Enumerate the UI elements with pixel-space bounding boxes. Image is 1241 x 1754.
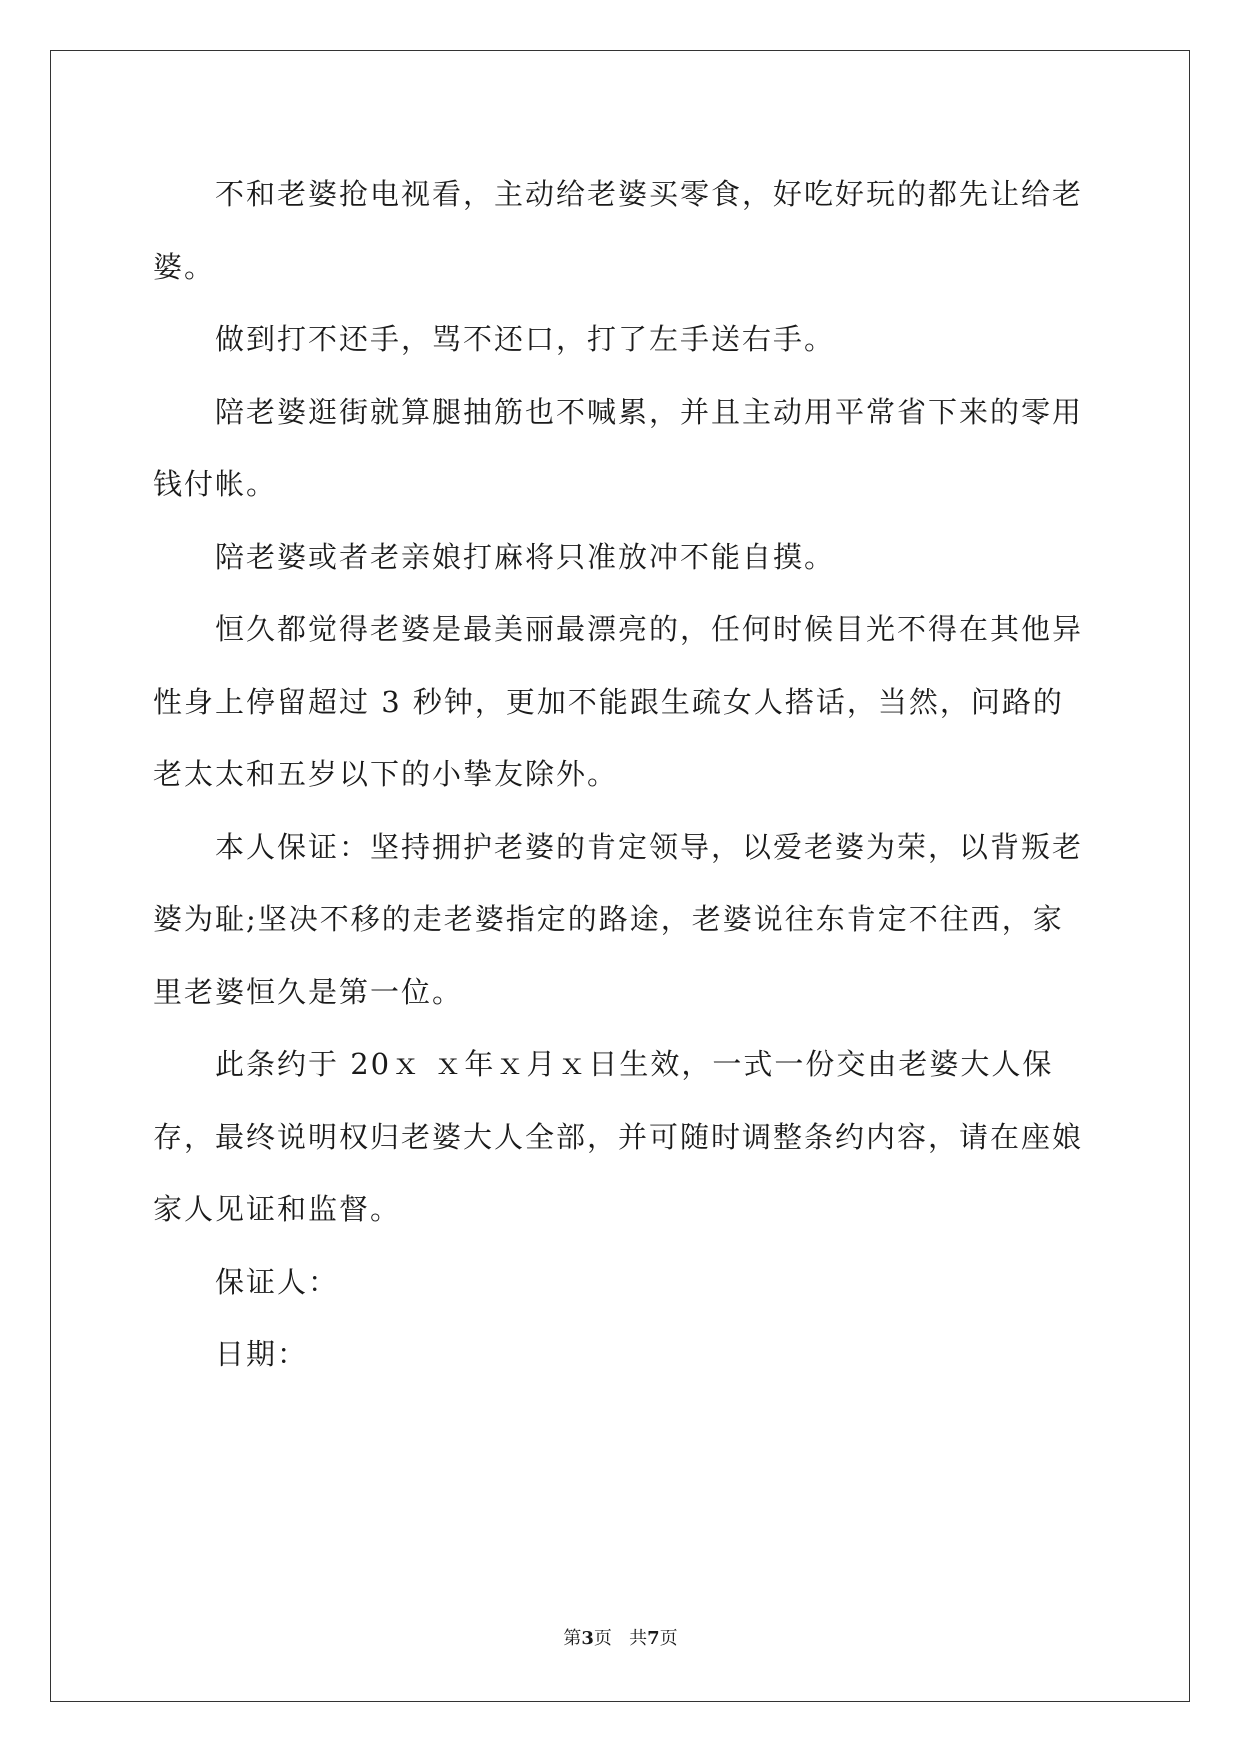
paragraph-pledge: 本人保证：坚持拥护老婆的肯定领导，以爱老婆为荣，以背叛老婆为耻;坚决不移的走老婆指定的路途，老婆说往东肯定不往西，家里老婆恒久是第一位。 [153, 829, 1084, 1009]
footer-suffix: 页 [659, 1628, 678, 1649]
current-page-number: 3 [581, 1628, 594, 1649]
paragraph-mahjong: 陪老婆或者老亲娘打麻将只准放冲不能自摸。 [215, 539, 836, 574]
date-label: 日期： [215, 1337, 309, 1371]
paragraph-no-fighting-back: 做到打不还手，骂不还口，打了左手送右手。 [215, 322, 836, 356]
footer-middle: 页 共 [593, 1628, 648, 1649]
paragraph-effective-date: 此条约于 20ｘ ｘ年ｘ月ｘ日生效，一式一份交由老婆大人保存，最终说明权归老婆大人全部，并可随时调整条约内容，请在座娘家人见证和监督。 [153, 1047, 1084, 1226]
guarantor-label: 保证人： [215, 1264, 340, 1299]
document-body [153, 158, 1093, 1391]
paragraph-most-beautiful: 恒久都觉得老婆是最美丽最漂亮的，任何时候目光不得在其他异性身上停留超过 3 秒钟，更加不能跟生疏女人搭话，当然，问路的老太太和五岁以下的小挚友除外。 [153, 612, 1084, 791]
page-footer [0, 1624, 1241, 1650]
total-pages-number: 7 [647, 1628, 660, 1649]
footer-prefix: 第 [563, 1628, 582, 1649]
paragraph-snacks: 不和老婆抢电视看，主动给老婆买零食，好吃好玩的都先让给老婆。 [153, 177, 1084, 284]
paragraph-shopping: 陪老婆逛街就算腿抽筋也不喊累，并且主动用平常省下来的零用钱付帐。 [153, 394, 1084, 501]
